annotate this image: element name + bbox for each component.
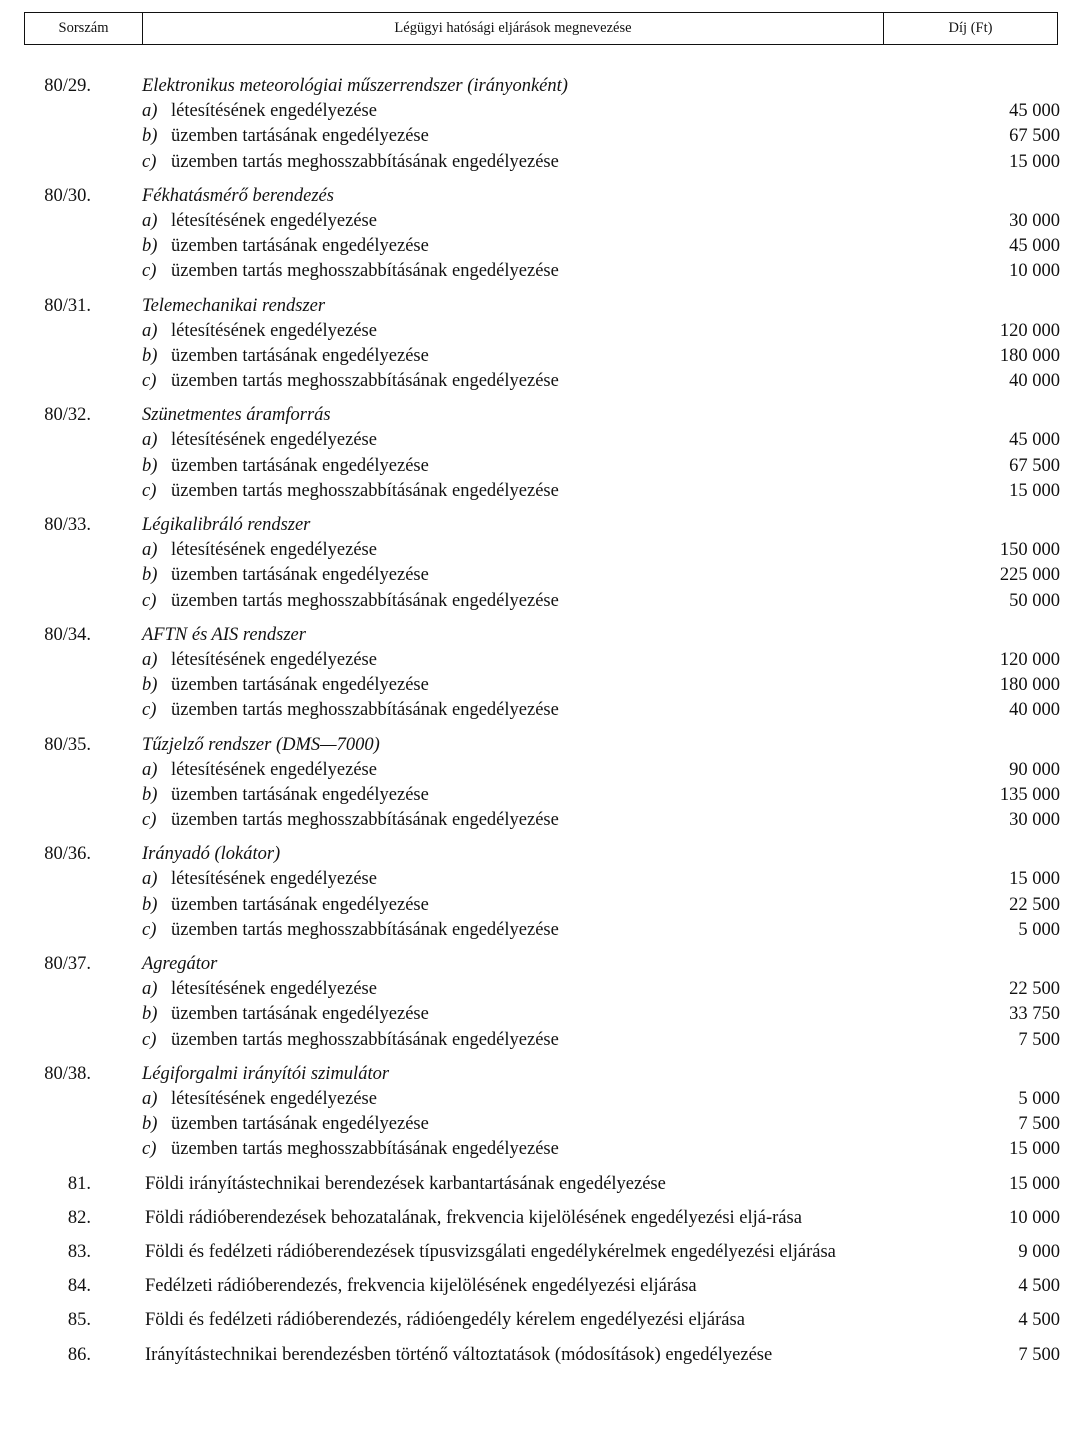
procedure-text: Irányítástechnikai berendezésben történő változtatások (módosítások) engedélyezése xyxy=(145,1344,773,1365)
sub-item-text: üzemben tartás meghosszabbításának engedélyezése xyxy=(171,700,559,721)
sub-item-letter: a) xyxy=(142,101,158,122)
group-number: 80/29. xyxy=(44,76,91,96)
sub-item-row xyxy=(0,369,1083,394)
group-title: AFTN és AIS rendszer xyxy=(142,624,306,645)
sub-item-letter: b) xyxy=(142,894,158,915)
procedure-fee: 4 500 xyxy=(1018,1276,1060,1297)
sub-item-letter: b) xyxy=(142,1114,158,1135)
sub-item-fee: 150 000 xyxy=(999,540,1060,561)
sub-item-row xyxy=(0,977,1083,1002)
sub-item-row xyxy=(0,454,1083,479)
sub-item-text: létesítésének engedélyezése xyxy=(171,1088,377,1109)
sub-item-text: üzemben tartásának engedélyezése xyxy=(171,126,429,147)
sub-item-fee: 180 000 xyxy=(999,675,1060,696)
procedure-row xyxy=(0,1240,1083,1265)
procedure-fee: 9 000 xyxy=(1018,1241,1060,1262)
sub-item-row xyxy=(0,319,1083,344)
sub-item-letter: b) xyxy=(142,675,158,696)
header-col-number: Sorszám xyxy=(25,13,143,44)
sub-item-letter: b) xyxy=(142,455,158,476)
sub-item-row xyxy=(0,1028,1083,1053)
group-title: Légikalibráló rendszer xyxy=(142,515,311,535)
sub-item-row xyxy=(0,1087,1083,1112)
group-title: Elektronikus meteorológiai műszerrendszer (irányonként) xyxy=(142,76,568,96)
group-number: 80/38. xyxy=(44,1063,91,1084)
sub-item-text: üzemben tartásának engedélyezése xyxy=(171,345,429,366)
sub-item-text: létesítésének engedélyezése xyxy=(171,430,377,451)
procedure-text: Földi rádióberendezések behozatalának, frekvencia kijelölésének engedélyezési eljá-rása xyxy=(145,1207,802,1228)
sub-item-letter: c) xyxy=(142,151,157,172)
sub-item-fee: 45 000 xyxy=(1009,101,1060,122)
group-heading-row xyxy=(0,513,1083,538)
sub-item-text: létesítésének engedélyezése xyxy=(171,979,377,1000)
sub-item-letter: b) xyxy=(142,565,158,586)
sub-item-letter: c) xyxy=(142,261,157,282)
procedure-row xyxy=(0,1308,1083,1333)
group-title: Légiforgalmi irányítói szimulátor xyxy=(142,1063,390,1084)
sub-item-text: létesítésének engedélyezése xyxy=(171,320,377,341)
sub-item-fee: 180 000 xyxy=(999,345,1060,366)
sub-item-row xyxy=(0,538,1083,563)
sub-item-letter: c) xyxy=(142,1139,157,1160)
sub-item-letter: c) xyxy=(142,590,157,611)
procedure-fee: 7 500 xyxy=(1018,1344,1060,1365)
sub-item-row xyxy=(0,808,1083,833)
sub-item-letter: b) xyxy=(142,784,158,805)
sub-item-letter: b) xyxy=(142,345,158,366)
sub-item-letter: b) xyxy=(142,1004,158,1025)
sub-item-text: üzemben tartásának engedélyezése xyxy=(171,675,429,696)
procedure-group xyxy=(0,184,1083,285)
header-col-name: Légügyi hatósági eljárások megnevezése xyxy=(143,13,884,44)
sub-item-row xyxy=(0,1112,1083,1137)
sub-item-text: létesítésének engedélyezése xyxy=(171,210,377,231)
procedure-group xyxy=(0,623,1083,724)
sub-item-row xyxy=(0,428,1083,453)
sub-item-fee: 50 000 xyxy=(1009,590,1060,611)
sub-item-letter: a) xyxy=(142,649,158,670)
sub-item-letter: a) xyxy=(142,869,158,890)
sub-item-row xyxy=(0,234,1083,259)
sub-item-row xyxy=(0,893,1083,918)
sub-item-letter: c) xyxy=(142,810,157,831)
sub-item-row xyxy=(0,867,1083,892)
sub-item-text: üzemben tartás meghosszabbításának engedélyezése xyxy=(171,1029,559,1050)
group-title: Tűzjelző rendszer (DMS—7000) xyxy=(142,734,380,755)
sub-item-row xyxy=(0,209,1083,234)
group-title: Fékhatásmérő berendezés xyxy=(142,185,334,206)
sub-item-letter: b) xyxy=(142,236,158,257)
procedure-group xyxy=(0,513,1083,614)
procedure-text: Földi irányítástechnikai berendezések karbantartásának engedélyezése xyxy=(145,1173,666,1194)
group-number: 80/37. xyxy=(44,954,91,974)
group-heading-row xyxy=(0,74,1083,99)
group-heading-row xyxy=(0,623,1083,648)
sub-item-text: üzemben tartásának engedélyezése xyxy=(171,894,429,915)
sub-item-letter: a) xyxy=(142,540,158,561)
sub-item-fee: 10 000 xyxy=(1009,261,1060,282)
sub-item-row xyxy=(0,589,1083,614)
sub-item-fee: 67 500 xyxy=(1009,455,1060,476)
group-heading-row xyxy=(0,952,1083,977)
sub-item-fee: 45 000 xyxy=(1009,430,1060,451)
procedure-row xyxy=(0,1172,1083,1197)
sub-item-row xyxy=(0,648,1083,673)
procedure-group xyxy=(0,733,1083,834)
sub-item-fee: 135 000 xyxy=(999,784,1060,805)
group-number: 80/35. xyxy=(44,734,91,755)
procedure-number: 83. xyxy=(67,1241,91,1262)
sub-item-fee: 40 000 xyxy=(1009,700,1060,721)
sub-item-fee: 5 000 xyxy=(1018,1088,1060,1109)
group-title: Irányadó (lokátor) xyxy=(142,844,281,865)
sub-item-row xyxy=(0,124,1083,149)
sub-item-row xyxy=(0,479,1083,504)
procedure-fee: 15 000 xyxy=(1009,1173,1060,1194)
sub-item-row xyxy=(0,344,1083,369)
sub-item-text: üzemben tartásának engedélyezése xyxy=(171,1004,429,1025)
sub-item-text: üzemben tartás meghosszabbításának engedélyezése xyxy=(171,919,559,940)
group-heading-row xyxy=(0,1062,1083,1087)
sub-item-row xyxy=(0,783,1083,808)
header-col-fee: Díj (Ft) xyxy=(948,20,993,36)
sub-item-row xyxy=(0,1002,1083,1027)
sub-item-letter: a) xyxy=(142,430,158,451)
sub-item-text: üzemben tartásának engedélyezése xyxy=(171,1114,429,1135)
group-number: 80/32. xyxy=(44,405,91,426)
group-number: 80/31. xyxy=(44,295,91,316)
procedure-group xyxy=(0,1062,1083,1163)
sub-item-letter: b) xyxy=(142,126,158,147)
procedure-group xyxy=(0,294,1083,395)
procedure-row xyxy=(0,1206,1083,1231)
sub-item-letter: c) xyxy=(142,1029,157,1050)
sub-item-row xyxy=(0,563,1083,588)
group-title: Agregátor xyxy=(142,954,218,974)
sub-item-fee: 33 750 xyxy=(1009,1004,1060,1025)
procedure-number: 81. xyxy=(67,1173,91,1194)
procedure-text: Fedélzeti rádióberendezés, frekvencia kijelölésének engedélyezési eljárása xyxy=(145,1276,697,1297)
sub-item-text: üzemben tartásának engedélyezése xyxy=(171,784,429,805)
procedure-row xyxy=(0,1343,1083,1368)
sub-item-text: létesítésének engedélyezése xyxy=(171,101,377,122)
procedure-text: Földi és fedélzeti rádióberendezések típusvizsgálati engedélykérelmek engedélyezési eljárása xyxy=(145,1241,836,1262)
sub-item-fee: 22 500 xyxy=(1009,979,1060,1000)
sub-item-text: létesítésének engedélyezése xyxy=(171,759,377,780)
procedure-fee: 10 000 xyxy=(1009,1207,1060,1228)
procedure-fee: 4 500 xyxy=(1018,1310,1060,1331)
procedure-text: Földi és fedélzeti rádióberendezés, rádióengedély kérelem engedélyezési eljárása xyxy=(145,1310,745,1331)
sub-item-fee: 30 000 xyxy=(1009,210,1060,231)
procedure-group xyxy=(0,74,1083,175)
sub-item-letter: c) xyxy=(142,480,157,501)
sub-item-row xyxy=(0,918,1083,943)
sub-item-text: létesítésének engedélyezése xyxy=(171,869,377,890)
sub-item-text: üzemben tartásának engedélyezése xyxy=(171,455,429,476)
sub-item-letter: c) xyxy=(142,919,157,940)
procedure-group xyxy=(0,403,1083,504)
procedure-number: 84. xyxy=(67,1276,91,1297)
group-number: 80/30. xyxy=(44,185,91,206)
group-title: Szünetmentes áramforrás xyxy=(142,405,331,426)
sub-item-letter: c) xyxy=(142,371,157,392)
procedure-number: 85. xyxy=(67,1310,91,1331)
sub-item-row xyxy=(0,758,1083,783)
sub-item-text: üzemben tartásának engedélyezése xyxy=(171,236,429,257)
sub-item-letter: a) xyxy=(142,320,158,341)
sub-item-text: üzemben tartás meghosszabbításának engedélyezése xyxy=(171,1139,559,1160)
sub-item-fee: 90 000 xyxy=(1009,759,1060,780)
group-heading-row xyxy=(0,733,1083,758)
group-heading-row xyxy=(0,403,1083,428)
sub-item-letter: a) xyxy=(142,759,158,780)
sub-item-fee: 22 500 xyxy=(1009,894,1060,915)
sub-item-row xyxy=(0,673,1083,698)
sub-item-row xyxy=(0,259,1083,284)
sub-item-letter: a) xyxy=(142,210,158,231)
sub-item-text: üzemben tartás meghosszabbításának engedélyezése xyxy=(171,810,559,831)
procedure-group xyxy=(0,952,1083,1053)
sub-item-row xyxy=(0,99,1083,124)
sub-item-text: üzemben tartás meghosszabbításának engedélyezése xyxy=(171,151,559,172)
group-title: Telemechanikai rendszer xyxy=(142,295,326,316)
sub-item-fee: 40 000 xyxy=(1009,371,1060,392)
sub-item-fee: 5 000 xyxy=(1018,919,1060,940)
sub-item-text: létesítésének engedélyezése xyxy=(171,649,377,670)
sub-item-fee: 120 000 xyxy=(999,649,1060,670)
sub-item-fee: 15 000 xyxy=(1009,151,1060,172)
sub-item-fee: 120 000 xyxy=(999,320,1060,341)
procedure-group xyxy=(0,842,1083,943)
sub-item-text: üzemben tartás meghosszabbításának engedélyezése xyxy=(171,371,559,392)
fee-table-body xyxy=(0,74,1083,1377)
sub-item-row xyxy=(0,150,1083,175)
sub-item-fee: 15 000 xyxy=(1009,480,1060,501)
sub-item-row xyxy=(0,1137,1083,1162)
group-heading-row xyxy=(0,184,1083,209)
sub-item-text: üzemben tartás meghosszabbításának engedélyezése xyxy=(171,480,559,501)
sub-item-text: üzemben tartás meghosszabbításának engedélyezése xyxy=(171,590,559,611)
sub-item-text: üzemben tartásának engedélyezése xyxy=(171,565,429,586)
sub-item-fee: 15 000 xyxy=(1009,1139,1060,1160)
sub-item-text: üzemben tartás meghosszabbításának engedélyezése xyxy=(171,261,559,282)
sub-item-fee: 15 000 xyxy=(1009,869,1060,890)
sub-item-fee: 45 000 xyxy=(1009,236,1060,257)
group-heading-row xyxy=(0,294,1083,319)
procedure-number: 82. xyxy=(67,1207,91,1228)
procedure-row xyxy=(0,1274,1083,1299)
group-number: 80/36. xyxy=(44,844,91,865)
sub-item-fee: 225 000 xyxy=(999,565,1060,586)
sub-item-fee: 67 500 xyxy=(1009,126,1060,147)
table-header xyxy=(24,12,1058,45)
sub-item-text: létesítésének engedélyezése xyxy=(171,540,377,561)
sub-item-letter: a) xyxy=(142,1088,158,1109)
sub-item-letter: c) xyxy=(142,700,157,721)
sub-item-fee: 7 500 xyxy=(1018,1029,1060,1050)
procedure-number: 86. xyxy=(67,1344,91,1365)
sub-item-fee: 30 000 xyxy=(1009,810,1060,831)
sub-item-fee: 7 500 xyxy=(1018,1114,1060,1135)
sub-item-letter: a) xyxy=(142,979,158,1000)
group-number: 80/34. xyxy=(44,624,91,645)
sub-item-row xyxy=(0,698,1083,723)
group-heading-row xyxy=(0,842,1083,867)
group-number: 80/33. xyxy=(44,515,91,535)
